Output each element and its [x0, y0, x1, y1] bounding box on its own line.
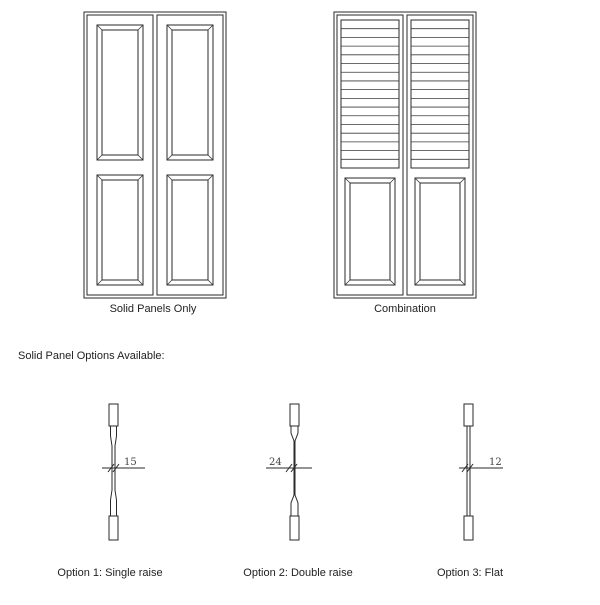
shutter-caption-combination: Combination — [374, 303, 436, 315]
stile-bottom — [109, 516, 118, 540]
panel-edge-left — [111, 426, 113, 516]
louver-section — [411, 20, 469, 168]
shutter-caption-solid: Solid Panels Only — [109, 303, 197, 315]
raised-panel-bottom — [345, 178, 395, 285]
dimension-value: 24 — [269, 457, 282, 468]
section-heading: Solid Panel Options Available: — [18, 350, 165, 362]
option-caption-double-raise: Option 2: Double raise — [243, 567, 353, 579]
dimension-value: 12 — [489, 457, 502, 468]
raised-panel-bottom — [415, 178, 465, 285]
stile-bottom — [464, 516, 473, 540]
stile-bottom — [290, 516, 299, 540]
profile-double-raise — [266, 404, 312, 540]
raised-panel-bottom — [97, 175, 143, 285]
panel-edge-right — [295, 426, 298, 516]
profile-flat — [459, 404, 503, 540]
stile-top — [464, 404, 473, 426]
shutter-combination — [334, 12, 476, 298]
louver-section — [341, 20, 399, 168]
stile-top — [109, 404, 118, 426]
raised-panel-top — [97, 25, 143, 160]
profile-single-raise — [102, 404, 145, 540]
raised-panel-top — [167, 25, 213, 160]
shutter-leaf-left — [337, 15, 403, 295]
shutter-leaf-right — [407, 15, 473, 295]
stile-top — [290, 404, 299, 426]
option-caption-flat: Option 3: Flat — [436, 567, 504, 579]
raised-panel-bottom — [167, 175, 213, 285]
panel-edge-right — [115, 426, 117, 516]
shutter-solid-panels — [84, 12, 226, 298]
dimension-value: 15 — [124, 457, 137, 468]
option-caption-single-raise: Option 1: Single raise — [57, 567, 163, 579]
